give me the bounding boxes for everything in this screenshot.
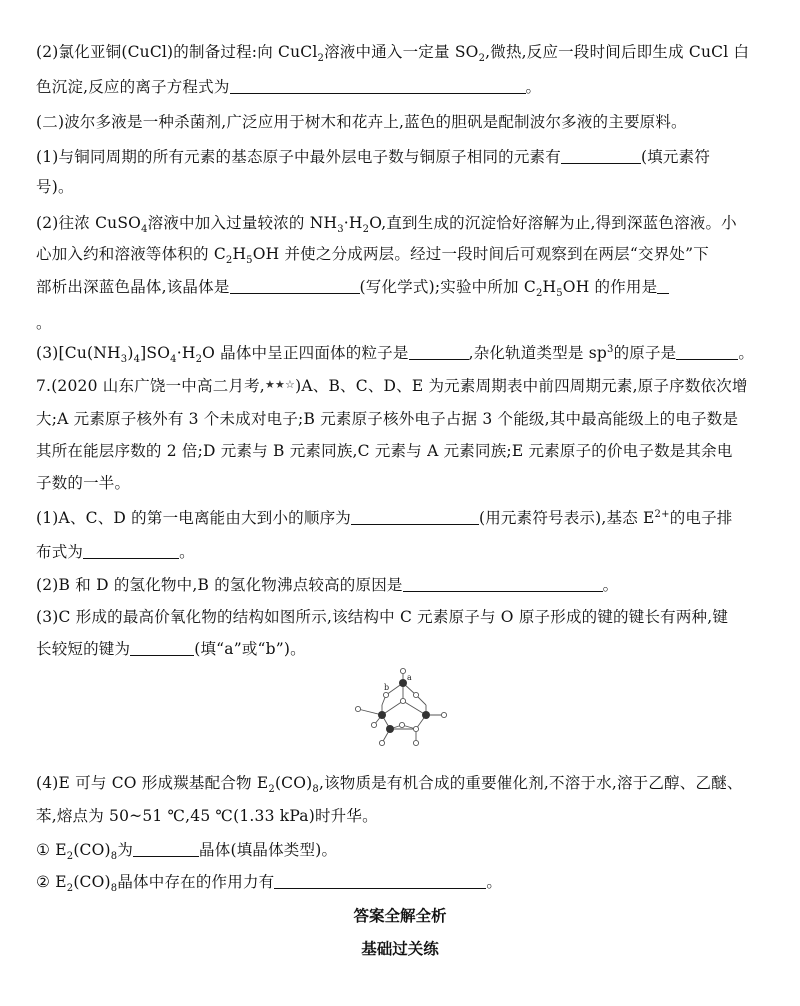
- question-line: 苯,熔点为 50~51 ℃,45 ℃(1.33 kPa)时升华。: [36, 807, 378, 825]
- answer-blank[interactable]: [133, 841, 199, 857]
- question-line: (3)C 形成的最高价氧化物的结构如图所示,该结构中 C 元素原子与 O 原子形成的键的键长有两种,键: [36, 608, 729, 626]
- section-heading: 基础过关练: [361, 940, 439, 958]
- question-line: 。: [36, 314, 52, 332]
- answer-blank[interactable]: [83, 543, 179, 559]
- difficulty-stars-icon: ★★☆: [264, 378, 296, 391]
- question-line: 7.(2020 山东广饶一中高二月考,★★☆)A、B、C、D、E 为元素周期表中前四周期元素,原子序数依次增: [36, 377, 748, 395]
- question-line: (2)氯化亚铜(CuCl)的制备过程:向 CuCl$_2$溶液中通入一定量 $SO_2$,微热,反应一段时间后即生成 CuCl 白: [36, 43, 750, 65]
- question-line: 布式为 。: [36, 543, 195, 561]
- question-line: (1)与铜同周期的所有元素的基态原子中最外层电子数与铜原子相同的元素有 (填元素符: [36, 148, 711, 166]
- question-line: 心加入约和溶液等体积的 $C_2H_5OH$ 并使之分成两层。经过一段时间后可观察到在两层“交界处”下: [36, 245, 709, 267]
- answer-blank[interactable]: [351, 509, 479, 525]
- answer-blank[interactable]: [230, 278, 360, 294]
- answer-blank[interactable]: [403, 576, 603, 592]
- question-line: (2)B 和 D 的氢化物中,B 的氢化物沸点较高的原因是 。: [36, 576, 619, 594]
- question-line: 色沉淀,反应的离子方程式为 。: [36, 78, 542, 96]
- section-heading-line: (二)波尔多液是一种杀菌剂,广泛应用于树木和花卉上,蓝色的胆矾是配制波尔多液的主要原料。: [36, 113, 687, 131]
- question-line: ② $E_2(CO)_8$晶体中存在的作用力有 。: [36, 873, 503, 895]
- oxide-structure-figure: [344, 663, 456, 751]
- answer-blank[interactable]: [274, 873, 486, 889]
- answer-blank[interactable]: [676, 344, 738, 360]
- answer-blank[interactable]: [409, 344, 469, 360]
- question-line: 号)。: [36, 178, 74, 196]
- question-line: (4)E 可与 CO 形成羰基配合物 $E_2(CO)_8$,该物质是有机合成的重要催化剂,不溶于水,溶于乙醇、乙醚、: [36, 774, 743, 796]
- question-line: (2)往浓 CuSO$_4$溶液中加入过量较浓的 $NH_3\cdot H_2O$,直到生成的沉淀恰好溶解为止,得到深蓝色溶液。小: [36, 214, 737, 236]
- answer-blank[interactable]: [561, 148, 641, 164]
- question-line: 其所在能层序数的 2 倍;D 元素与 B 元素同族,C 元素与 A 元素同族;E 元素原子的价电子数是其余电: [36, 442, 733, 460]
- answer-blank[interactable]: [130, 640, 194, 656]
- answer-heading: 答案全解全析: [353, 907, 447, 925]
- question-line: (1)A、C、D 的第一电离能由大到小的顺序为 (用元素符号表示),基态 $E^{2+}$的电子排: [36, 508, 733, 527]
- question-line: 长较短的键为 (填“a”或“b”)。: [36, 640, 306, 658]
- bond-label-a: a: [407, 673, 412, 682]
- answer-blank[interactable]: [230, 78, 526, 94]
- question-line: 子数的一半。: [36, 474, 131, 492]
- question-line: $(3)[Cu(NH_3)_4]SO_4\cdot H_2O$ 晶体中呈正四面体的粒子是 ,杂化轨道类型是 $sp^3$的原子是 。: [36, 343, 755, 366]
- question-line: ① $E_2(CO)_8$为 晶体(填晶体类型)。: [36, 841, 338, 863]
- bond-label-b: b: [384, 683, 390, 692]
- answer-blank[interactable]: [657, 278, 669, 294]
- question-line: 部析出深蓝色晶体,该晶体是 (写化学式);实验中所加 $C_2H_5OH$ 的作用是: [36, 277, 766, 297]
- question-line: 大;A 元素原子核外有 3 个未成对电子;B 元素原子核外电子占据 3 个能级,其中最高能级上的电子数是: [36, 410, 739, 428]
